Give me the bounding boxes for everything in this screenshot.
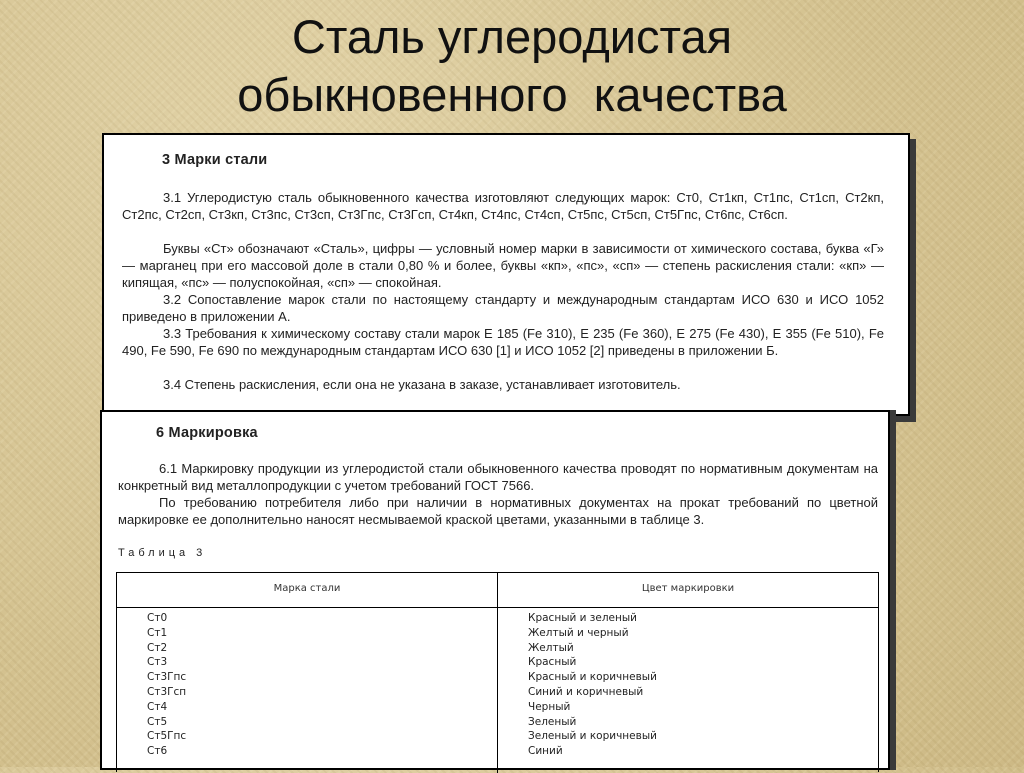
table-grade-column: [147, 611, 186, 759]
section-6-panel: [100, 410, 890, 770]
table-cell-color: Синий: [528, 745, 563, 758]
marking-color-table: [116, 572, 879, 772]
table-cell-color: Красный: [528, 656, 577, 669]
table-cell-grade: Ст1: [147, 626, 168, 639]
table-header-divider: [117, 607, 878, 608]
section-6-paragraph-1: 6.1 Маркировку продукции из углеродистой стали обыкновенного качества проводят по нормативным документам на конкретный вид металлопродукции с учетом требований ГОСТ 7566.: [118, 461, 878, 493]
table-header-grade: Марка стали: [273, 583, 341, 594]
section-3-panel: [102, 133, 910, 416]
table-cell-grade: Ст0: [147, 612, 168, 624]
table-cell-grade: Ст3Гсп: [147, 685, 187, 698]
section-3-paragraph-2: Буквы «Ст» обозначают «Сталь», цифры — условный номер марки в зависимости от химического состава, буква «Г» — марганец при его массовой доле в стали 0,80 % и более, буквы «кп», «пс», «сп» — степень раскисления стали: «кп» — кипящая, «пс» — полуспокойная, «сп» — спокойная.: [122, 241, 884, 290]
section-3-heading: 3 Марки стали: [162, 152, 268, 168]
table-color-column: [528, 611, 657, 759]
slide-title-line2: обыкновенного качества: [237, 68, 787, 121]
section-3-paragraph-1: 3.1 Углеродистую сталь обыкновенного качества изготовляют следующих марок: Ст0, Ст1кп, Ст1пс, Ст1сп, Ст2кп, Ст2пс, Ст2сп, Ст3кп, Ст3пс, Ст3сп, Ст3Гпс, Ст3Гсп, Ст4кп, Ст4пс, Ст4сп, Ст5пс, Ст5сп, Ст5Гпс, Ст6пс, Ст6сп.: [122, 190, 884, 222]
table-cell-color: Синий и коричневый: [528, 685, 644, 698]
table-caption: Таблица 3: [118, 547, 207, 559]
table-cell-grade: Ст6: [147, 745, 168, 758]
table-cell-color: Желтый: [528, 641, 574, 654]
table-cell-grade: Ст3Гпс: [147, 671, 187, 684]
section-3-paragraph-5: 3.4 Степень раскисления, если она не указана в заказе, устанавливает изготовитель.: [163, 377, 681, 392]
table-cell-color: Черный: [528, 700, 571, 713]
slide-title-line1: Сталь углеродистая: [291, 10, 733, 63]
table-cell-color: Красный и зеленый: [528, 612, 637, 624]
table-cell-color: Красный и коричневый: [528, 671, 657, 684]
table-cell-grade: Ст5Гпс: [147, 730, 187, 743]
table-header-color: Цвет маркировки: [641, 583, 735, 594]
table-cell-color: Зеленый и коричневый: [528, 730, 657, 743]
section-3-paragraph-4: 3.3 Требования к химическому составу стали марок Е 185 (Fe 310), Е 235 (Fe 360), Е 275 (Fe 430), Е 355 (Fe 510), Fe 490, Fe 590, Fe 690 по международным стандартам ИСО 630 [1] и ИСО 1052 [2] приведены в приложении Б.: [122, 326, 884, 358]
slide-title: [0, 8, 1024, 124]
section-6-heading: 6 Маркировка: [156, 425, 258, 441]
table-cell-grade: Ст5: [147, 715, 168, 728]
table-cell-grade: Ст2: [147, 641, 168, 654]
table-cell-grade: Ст3: [147, 656, 168, 669]
table-cell-grade: Ст4: [147, 700, 168, 713]
table-cell-color: Желтый и черный: [528, 626, 629, 639]
section-3-paragraph-3: 3.2 Сопоставление марок стали по настоящему стандарту и международным стандартам ИСО 630 и ИСО 1052 приведено в приложении А.: [122, 292, 884, 324]
table-column-divider: [497, 573, 498, 773]
table-cell-color: Зеленый: [528, 715, 577, 728]
section-6-paragraph-2: По требованию потребителя либо при наличии в нормативных документах на прокат требований по цветной маркировке ее дополнительно наносят несмываемой краской цветами, указанными в таблице 3.: [118, 495, 878, 527]
